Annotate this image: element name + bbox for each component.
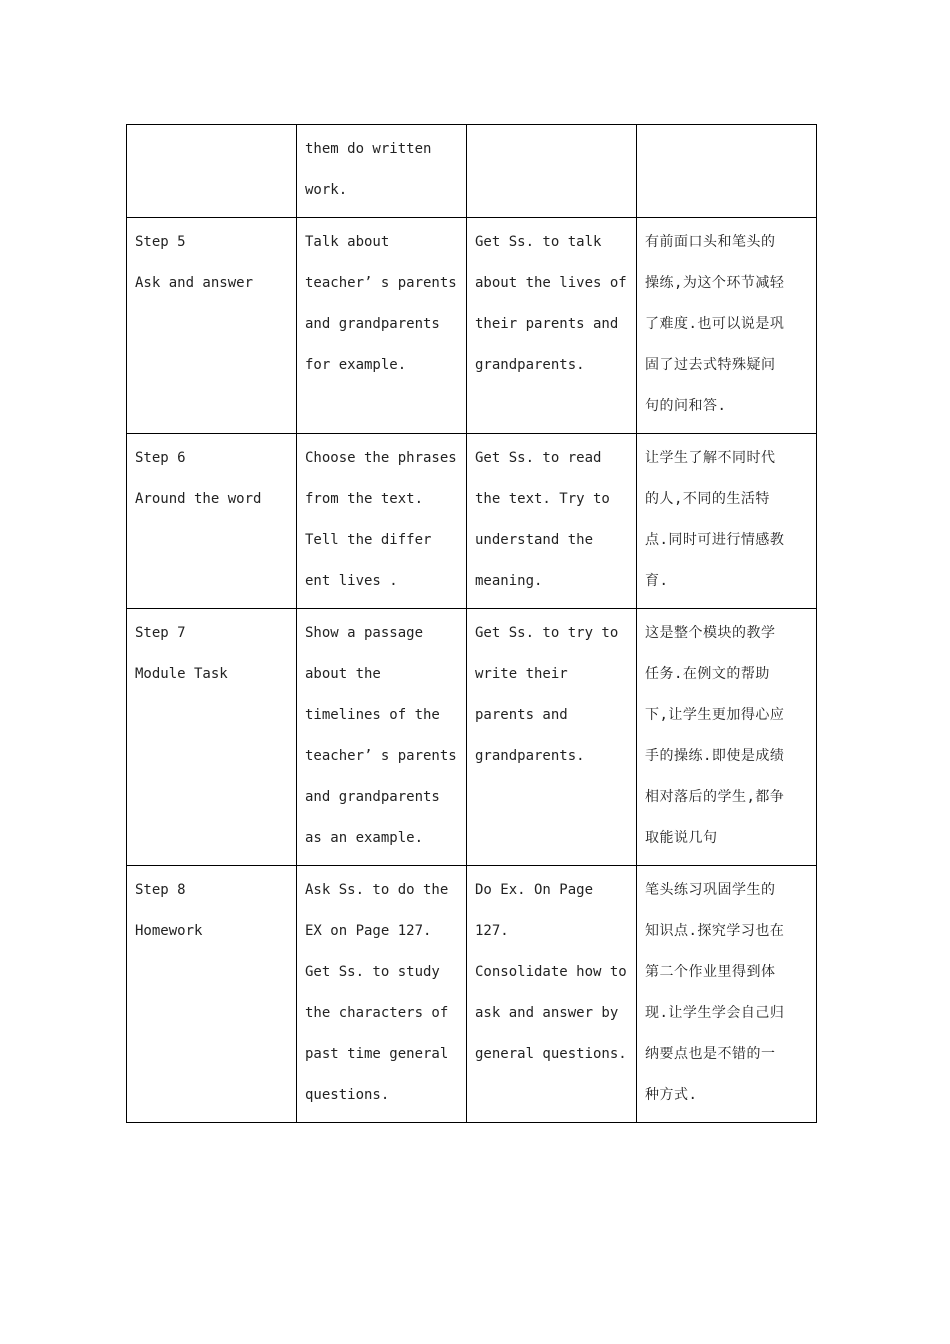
activity-text-line: ent lives . [305, 573, 398, 589]
activity-text-line: teacher’ s parents [305, 748, 457, 764]
note-text-line: 句的问和答. [645, 398, 727, 414]
table-row [127, 609, 817, 866]
purpose-text-line: their parents and [475, 316, 619, 332]
purpose-text-line: the text. Try to [475, 491, 610, 507]
note-cell [637, 866, 817, 1123]
activity-text-line: Choose the phrases [305, 450, 457, 466]
purpose-cell [467, 218, 637, 434]
note-cell [637, 434, 817, 609]
purpose-text-line: grandparents. [475, 357, 585, 373]
step-text-line: Step 6 [135, 450, 186, 466]
activity-text-line: Ask Ss. to do the [305, 882, 449, 898]
note-text-line: 取能说几句 [645, 830, 718, 846]
purpose-text-line: Consolidate how to [475, 964, 627, 980]
activity-text-line: questions. [305, 1087, 390, 1103]
note-text-line: 有前面口头和笔头的 [645, 234, 776, 250]
purpose-text-line: Get Ss. to try to [475, 625, 619, 641]
activity-text-line: past time general [305, 1046, 449, 1062]
step-cell [127, 218, 297, 434]
table-row [127, 218, 817, 434]
note-text-line: 笔头练习巩固学生的 [645, 882, 776, 898]
activity-text-line: Talk about [305, 234, 390, 250]
purpose-text-line: general questions. [475, 1046, 627, 1062]
activity-text-line: as an example. [305, 830, 424, 846]
purpose-text-line: parents and [475, 707, 568, 723]
activity-cell [297, 609, 467, 866]
activity-text-line: and grandparents [305, 316, 440, 332]
activity-text-line: work. [305, 182, 348, 198]
purpose-text-line: ask and answer by [475, 1005, 619, 1021]
purpose-text-line: grandparents. [475, 748, 585, 764]
note-cell [637, 218, 817, 434]
activity-text-line: and grandparents [305, 789, 440, 805]
note-text-line: 现.让学生学会自己归 [645, 1005, 785, 1021]
purpose-text-line: about the lives of [475, 275, 627, 291]
step-text-line: Around the word [135, 491, 262, 507]
purpose-cell [467, 866, 637, 1123]
step-cell [127, 866, 297, 1123]
note-text-line: 下,让学生更加得心应 [645, 707, 785, 723]
step-text-line: Step 8 [135, 882, 186, 898]
note-text-line: 纳要点也是不错的一 [645, 1046, 776, 1062]
purpose-text-line: understand the [475, 532, 594, 548]
note-text-line: 这是整个模块的教学 [645, 625, 776, 641]
note-text-line: 让学生了解不同时代 [645, 450, 776, 466]
table-row [127, 125, 817, 218]
step-cell [127, 125, 297, 218]
activity-text-line: the characters of [305, 1005, 449, 1021]
activity-cell [297, 125, 467, 218]
step-cell [127, 609, 297, 866]
note-text-line: 种方式. [645, 1087, 698, 1103]
note-text-line: 的人,不同的生活特 [645, 491, 770, 507]
activity-cell [297, 218, 467, 434]
activity-text-line: EX on Page 127. [305, 923, 432, 939]
note-text-line: 了难度.也可以说是巩 [645, 316, 785, 332]
table-row [127, 434, 817, 609]
purpose-text-line: 127. [475, 923, 509, 939]
step-text-line: Homework [135, 923, 203, 939]
activity-cell [297, 866, 467, 1123]
lesson-plan-body [127, 125, 817, 1123]
note-cell [637, 609, 817, 866]
note-text-line: 知识点.探究学习也在 [645, 923, 785, 939]
purpose-cell [467, 609, 637, 866]
note-text-line: 手的操练.即使是成绩 [645, 748, 785, 764]
activity-text-line: Tell the differ [305, 532, 432, 548]
activity-text-line: Get Ss. to study [305, 964, 440, 980]
purpose-text-line: Get Ss. to read [475, 450, 602, 466]
purpose-text-line: meaning. [475, 573, 543, 589]
note-text-line: 点.同时可进行情感教 [645, 532, 785, 548]
purpose-text-line: write their [475, 666, 568, 682]
activity-text-line: teacher’ s parents [305, 275, 457, 291]
note-text-line: 操练,为这个环节减轻 [645, 275, 785, 291]
step-cell [127, 434, 297, 609]
note-text-line: 相对落后的学生,都争 [645, 789, 785, 805]
activity-text-line: them do written [305, 141, 432, 157]
table-row [127, 866, 817, 1123]
note-text-line: 育. [645, 573, 669, 589]
activity-text-line: about the [305, 666, 381, 682]
activity-text-line: from the text. [305, 491, 424, 507]
activity-text-line: Show a passage [305, 625, 424, 641]
purpose-text-line: Get Ss. to talk [475, 234, 602, 250]
purpose-cell [467, 125, 637, 218]
activity-text-line: for example. [305, 357, 407, 373]
purpose-cell [467, 434, 637, 609]
activity-text-line: timelines of the [305, 707, 440, 723]
note-text-line: 固了过去式特殊疑问 [645, 357, 776, 373]
step-text-line: Step 7 [135, 625, 186, 641]
purpose-text-line: Do Ex. On Page [475, 882, 594, 898]
step-text-line: Module Task [135, 666, 228, 682]
note-cell [637, 125, 817, 218]
activity-cell [297, 434, 467, 609]
step-text-line: Step 5 [135, 234, 186, 250]
lesson-plan-table [126, 124, 817, 1123]
note-text-line: 任务.在例文的帮助 [645, 666, 770, 682]
note-text-line: 第二个作业里得到体 [645, 964, 776, 980]
step-text-line: Ask and answer [135, 275, 254, 291]
